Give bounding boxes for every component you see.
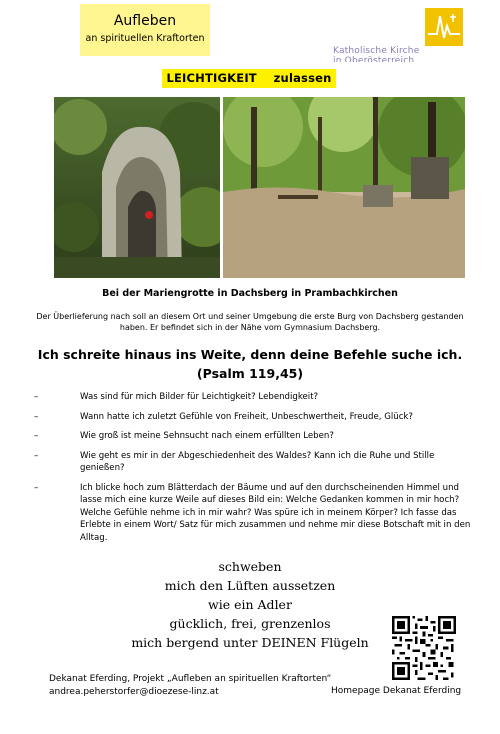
dash-bullet: – [34, 411, 39, 422]
dash-bullet: – [34, 450, 39, 461]
footer-contact [49, 673, 331, 699]
reflection-questions [34, 391, 474, 551]
qr-code-icon [392, 616, 456, 680]
poem [100, 557, 400, 652]
list-item [34, 430, 474, 443]
poem-line: wie ein Adler [208, 597, 292, 612]
intro-text: Der Überlieferung nach soll an diesem Ort und seiner Umgebung die erste Burg von Dachsberg gestanden haben. Er befindet sich in der Nähe vom Gymnasium Dachsberg. [36, 312, 464, 332]
homepage-link[interactable]: Homepage Dekanat Eferding [331, 686, 462, 696]
badge-subtitle: an spirituellen Kraftorten [85, 33, 205, 44]
question-text: Wie groß ist meine Sehnsucht nach einem erfüllten Leben? [80, 431, 334, 441]
quote-reference: (Psalm 119,45) [196, 366, 304, 381]
poem-line: mich den Lüften aussetzen [164, 578, 336, 593]
poem-line: mich bergend unter DEINEN Flügeln [131, 635, 369, 650]
list-item [34, 411, 474, 424]
grotto-photo-icon [54, 97, 220, 278]
poem-line: gücklich, frei, grenzenlos [169, 616, 331, 631]
poem-line: schweben [218, 559, 282, 574]
church-logo [333, 4, 473, 60]
project-badge [80, 4, 210, 56]
dash-bullet: – [34, 482, 39, 493]
photo-caption: Bei der Mariengrotte in Dachsberg in Prambachkirchen [102, 288, 398, 299]
qr-code[interactable] [392, 616, 456, 680]
list-item [34, 482, 474, 545]
dash-bullet: – [34, 431, 39, 441]
list-item [34, 391, 474, 404]
badge-title: Aufleben [113, 13, 177, 29]
dash-bullet: – [34, 392, 39, 402]
quote-text: Ich schreite hinaus ins Weite, denn deine Befehle suche ich. [37, 347, 463, 362]
footer-email[interactable]: andrea.peherstorfer@dioezese-linz.at [49, 687, 219, 697]
logo-text-line1: Katholische Kirche [333, 46, 420, 56]
list-item [34, 450, 474, 475]
psalm-quote [10, 345, 490, 383]
page-title [162, 69, 336, 88]
question-text: Wie geht es mir in der Abgeschiedenheit des Waldes? Kann ich die Ruhe und Stille genießen? [80, 450, 435, 473]
logo-text-line2: in Oberösterreich [333, 56, 415, 62]
forest-clearing-photo [223, 97, 465, 278]
question-text: Wann hatte ich zuletzt Gefühle von Freiheit, Unbeschwertheit, Freude, Glück? [80, 411, 413, 422]
forest-clearing-photo-icon [223, 97, 465, 278]
footer-project: Dekanat Eferding, Projekt „Aufleben an spirituellen Kraftorten“ [49, 674, 332, 684]
page-title-text: LEICHTIGKEIT zulassen [166, 71, 332, 85]
grotto-photo [54, 97, 220, 278]
question-text: Was sind für mich Bilder für Leichtigkeit? Lebendigkeit? [80, 392, 319, 402]
church-logo-icon [425, 8, 463, 46]
question-text: Ich blicke hoch zum Blätterdach der Bäume und auf den durchscheinenden Himmel und lasse mich eine kurze Weile auf dieses Bild ein: Welche Gedanken kommen in mir hoch? Welche Gefühle nehme ich in mir wahr? Was spüre ich in meinem Körper? Ich fasse das Erlebte in einem Wort/ Satz für mich zusammen und nehme mir diese Botschaft mit in den Alltag. [80, 482, 471, 543]
